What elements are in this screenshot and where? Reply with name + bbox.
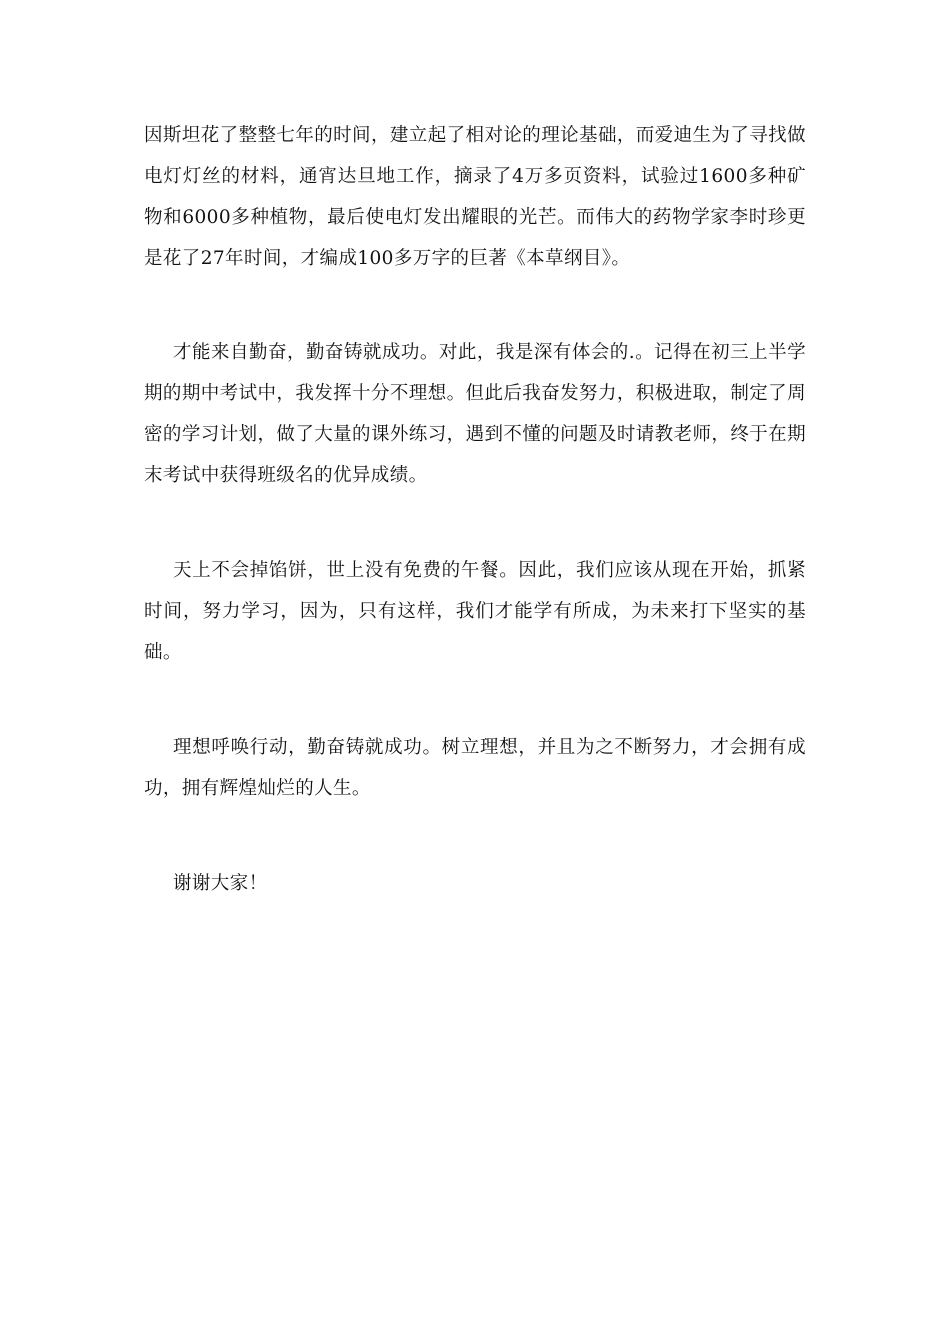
paragraph-einstein-edison: 因斯坦花了整整七年的时间，建立起了相对论的理论基础，而爱迪生为了寻找做电灯灯丝的材料，通宵达旦地工作，摘录了4万多页资料，试验过1600多种矿物和6000多种植物，最后使电灯发出耀眼的光芒。而伟大的药物学家李时珍更是花了27年时间，才编成100多万字的巨著《本草纲目》。 [144, 125, 806, 269]
paragraph-ideal-action: 理想呼唤行动，勤奋铸就成功。树立理想，并且为之不断努力，才会拥有成功，拥有辉煌灿烂的人生。 [144, 737, 806, 799]
closing-thanks: 谢谢大家！ [173, 873, 268, 894]
paragraph-diligence-experience: 才能来自勤奋，勤奋铸就成功。对此，我是深有体会的.。记得在初三上半学期的期中考试中，我发挥十分不理想。但此后我奋发努力，积极进取，制定了周密的学习计划，做了大量的课外练习，遇到不懂的问题及时请教老师，终于在期末考试中获得班级名的优异成绩。 [144, 342, 806, 486]
paragraph-no-free-lunch: 天上不会掉馅饼，世上没有免费的午餐。因此，我们应该从现在开始，抓紧时间，努力学习，因为，只有这样，我们才能学有所成，为未来打下坚实的基础。 [144, 560, 806, 663]
